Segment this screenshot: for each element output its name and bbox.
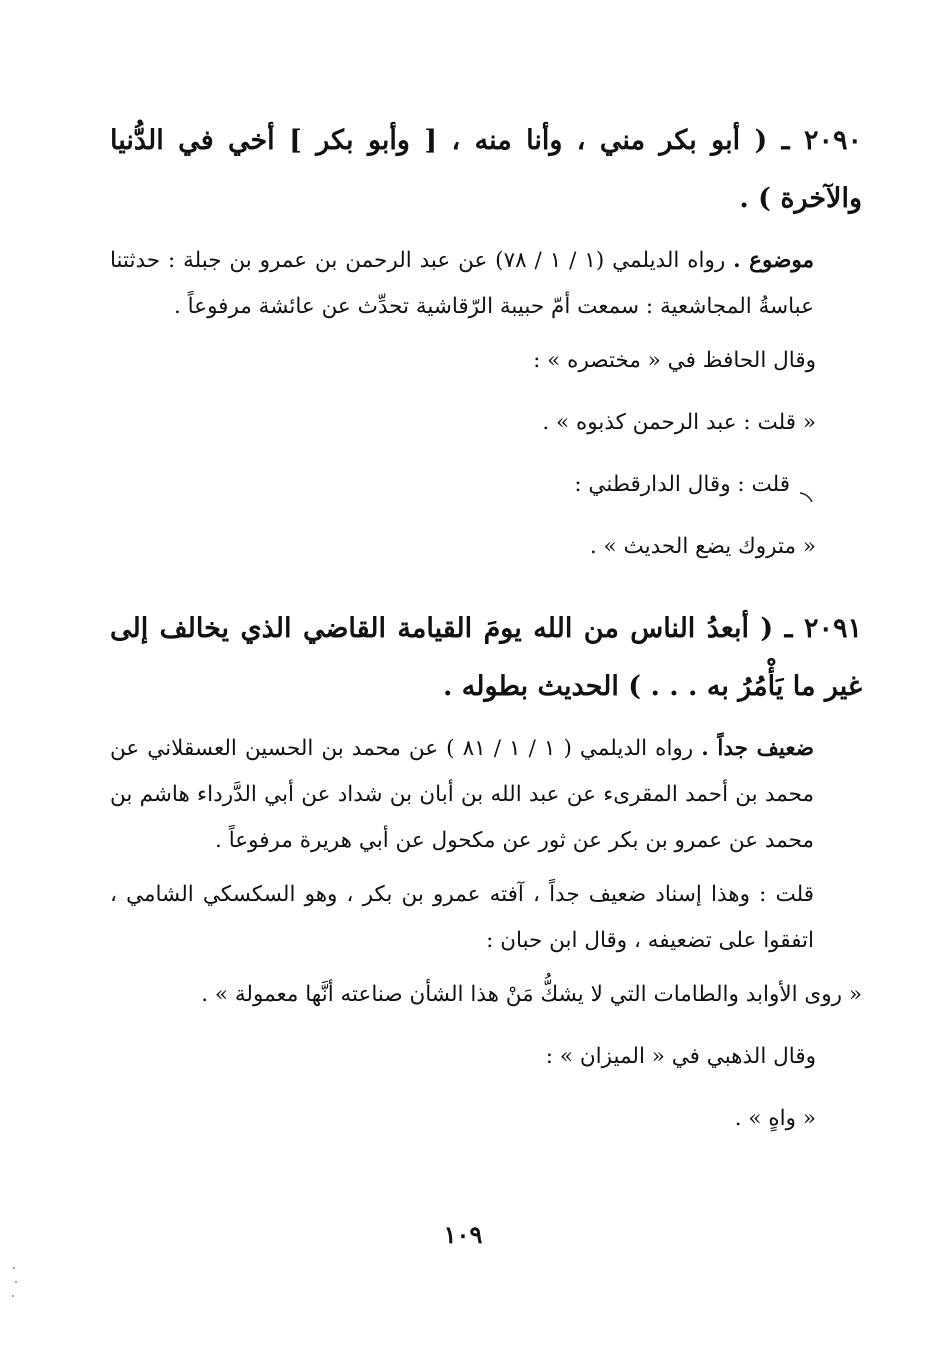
page-number: ١٠٩ (443, 1220, 483, 1249)
quote-line: وقال الذهبي في « الميزان » : (545, 1044, 816, 1069)
takhrij-paragraph (110, 238, 862, 330)
takhrij-paragraph (110, 726, 862, 864)
quote-line: « واهٍ » . (734, 1106, 816, 1131)
quote-line: « روى الأوابد والطامات التي لا يشكُّ مَنْ هذا الشأن صناعته أنَّها معمولة » . (201, 982, 862, 1007)
hadith-entry-2091 (110, 600, 862, 1142)
quote-line: « قلت : عبد الرحمن كذبوه » . (542, 410, 816, 435)
hadith-source: رواه الديلمي (١ / ١ / ٧٨) عن عبد الرحمن بن عمرو بن جبلة : حدثتنا عباسةُ المجاشعية : سمعت أمّ حبيبة الرّقاشية تحدِّث عن عائشة مرفوعاً . (110, 248, 814, 319)
hadith-source: رواه الديلمي ( ١ / ١ / ٨١ ) عن محمد بن الحسين العسقلاني عن محمد بن أحمد المقرىء عن عبد الله بن أبان بن شداد عن أبي الدَّرداء هاشم بن محمد عن عمرو بن بكر عن ثور عن مكحول عن أبي هريرة مرفوعاً . (110, 736, 814, 853)
quote-line: قلت : وقال الدارقطني : (574, 472, 790, 497)
comment-paragraph: قلت : وهذا إسناد ضعيف جداً ، آفته عمرو بن بكر ، وهو السكسكي الشامي ، اتفقوا على تضعيفه ، وقال ابن حبان : (110, 882, 814, 953)
hadith-heading: ٢٠٩١ ـ ( أبعدُ الناس من الله يومَ القيامة القاضي الذي يخالف إلى غير ما يَأْمُرُ به . . . ) الحديث بطوله . (110, 613, 862, 702)
page-body (110, 112, 862, 1158)
scan-speck-icon (10, 1262, 22, 1302)
quote-line: وقال الحافظ في « مختصره » : (533, 348, 816, 373)
hadith-grade: ضعيف جداً . (701, 736, 814, 761)
pen-mark-icon (798, 490, 816, 504)
quote-line: « متروك يضع الحديث » . (589, 534, 816, 559)
hadith-grade: موضوع . (733, 248, 814, 273)
hadith-entry-2090 (110, 112, 862, 570)
hadith-heading: ٢٠٩٠ ـ ( أبو بكر مني ، وأنا منه ، [ وأبو بكر ] أخي في الدُّنيا والآخرة ) . (110, 125, 862, 214)
